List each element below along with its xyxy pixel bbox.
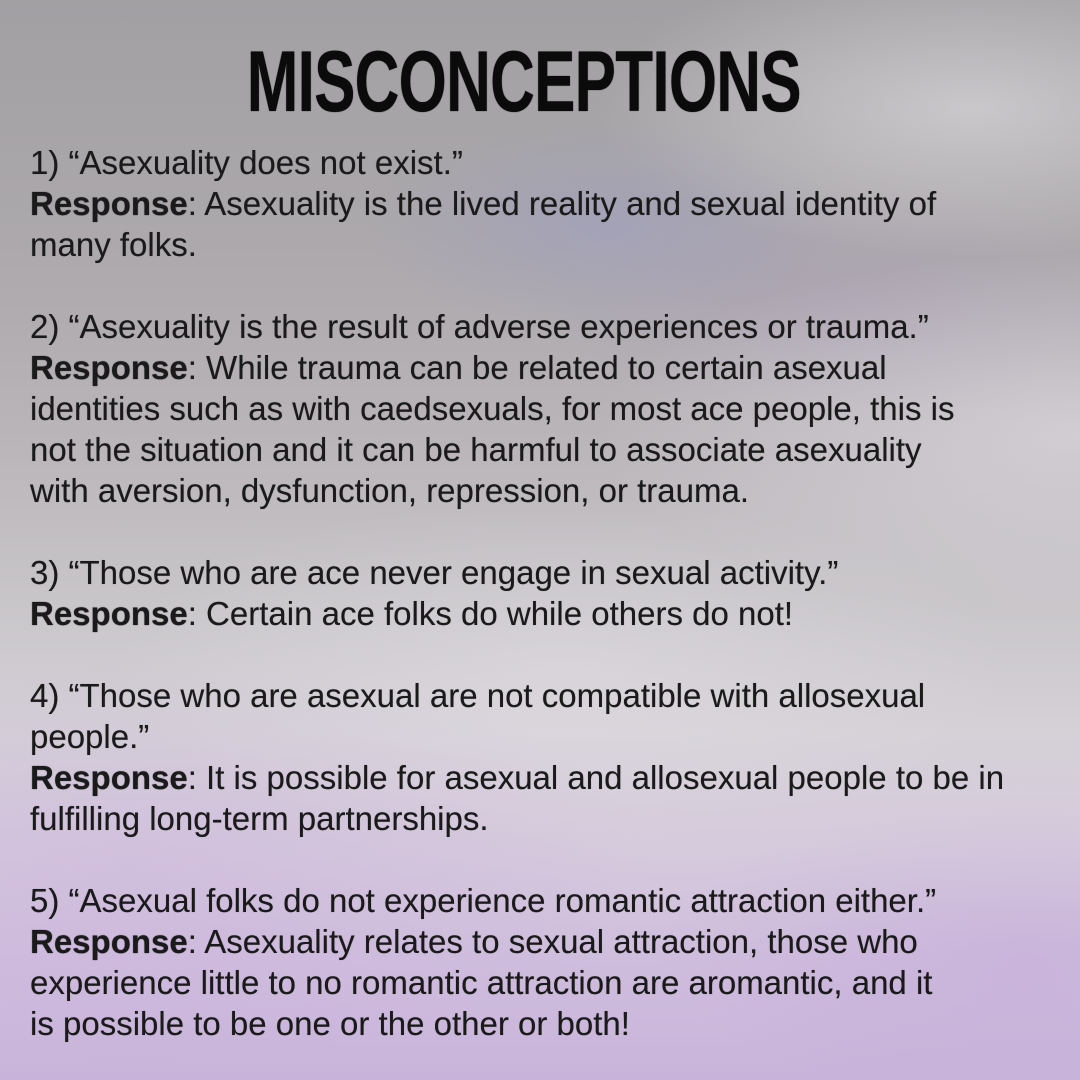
text-line xyxy=(30,183,1052,224)
page-title-text: MISCONCEPTIONS xyxy=(246,34,802,130)
text-line xyxy=(30,798,1052,839)
text-line xyxy=(30,306,1052,347)
text-segment: 3) “Those who are ace never engage in sexual activity.” xyxy=(30,554,839,591)
text-line xyxy=(30,675,1052,716)
misconceptions-list xyxy=(0,142,1080,1044)
misconception-item-1 xyxy=(30,142,1052,265)
text-line xyxy=(30,470,1052,511)
text-segment: : Asexuality relates to sexual attraction, those who xyxy=(187,923,918,960)
text-line xyxy=(30,921,1052,962)
text-line xyxy=(30,593,1052,634)
text-line xyxy=(30,1003,1052,1044)
response-label: Response xyxy=(30,595,188,632)
text-segment: 4) “Those who are asexual are not compatible with allosexual xyxy=(30,677,926,714)
text-line xyxy=(30,347,1052,388)
misconception-item-5 xyxy=(30,880,1052,1044)
text-segment: identities such as with caedsexuals, for most ace people, this is xyxy=(30,390,955,427)
text-segment: 1) “Asexuality does not exist.” xyxy=(30,144,463,181)
text-line xyxy=(30,757,1052,798)
text-segment: : Asexuality is the lived reality and sexual identity of xyxy=(187,185,937,222)
text-line xyxy=(30,552,1052,593)
text-segment: with aversion, dysfunction, repression, or trauma. xyxy=(30,472,749,509)
response-label: Response xyxy=(30,349,188,386)
text-segment: : Certain ace folks do while others do not! xyxy=(187,595,794,632)
page-title xyxy=(0,0,1080,130)
response-label: Response xyxy=(30,185,188,222)
text-segment: not the situation and it can be harmful to associate asexuality xyxy=(30,431,922,468)
misconception-item-4 xyxy=(30,675,1052,839)
misconception-item-2 xyxy=(30,306,1052,511)
text-segment: : While trauma can be related to certain asexual xyxy=(187,349,887,386)
text-line xyxy=(30,388,1052,429)
text-line xyxy=(30,962,1052,1003)
text-segment: many folks. xyxy=(30,226,197,263)
text-line xyxy=(30,224,1052,265)
text-segment: people.” xyxy=(30,718,150,755)
text-line xyxy=(30,716,1052,757)
response-label: Response xyxy=(30,759,188,796)
misconception-item-3 xyxy=(30,552,1052,634)
text-line xyxy=(30,429,1052,470)
text-segment: 2) “Asexuality is the result of adverse experiences or trauma.” xyxy=(30,308,929,345)
text-segment: : It is possible for asexual and allosexual people to be in xyxy=(187,759,1005,796)
text-segment: fulfilling long-term partnerships. xyxy=(30,800,489,837)
text-segment: experience little to no romantic attraction are aromantic, and it xyxy=(30,964,933,1001)
text-line xyxy=(30,880,1052,921)
text-segment: 5) “Asexual folks do not experience romantic attraction either.” xyxy=(30,882,937,919)
response-label: Response xyxy=(30,923,188,960)
text-segment: is possible to be one or the other or both! xyxy=(30,1005,630,1042)
text-line xyxy=(30,142,1052,183)
